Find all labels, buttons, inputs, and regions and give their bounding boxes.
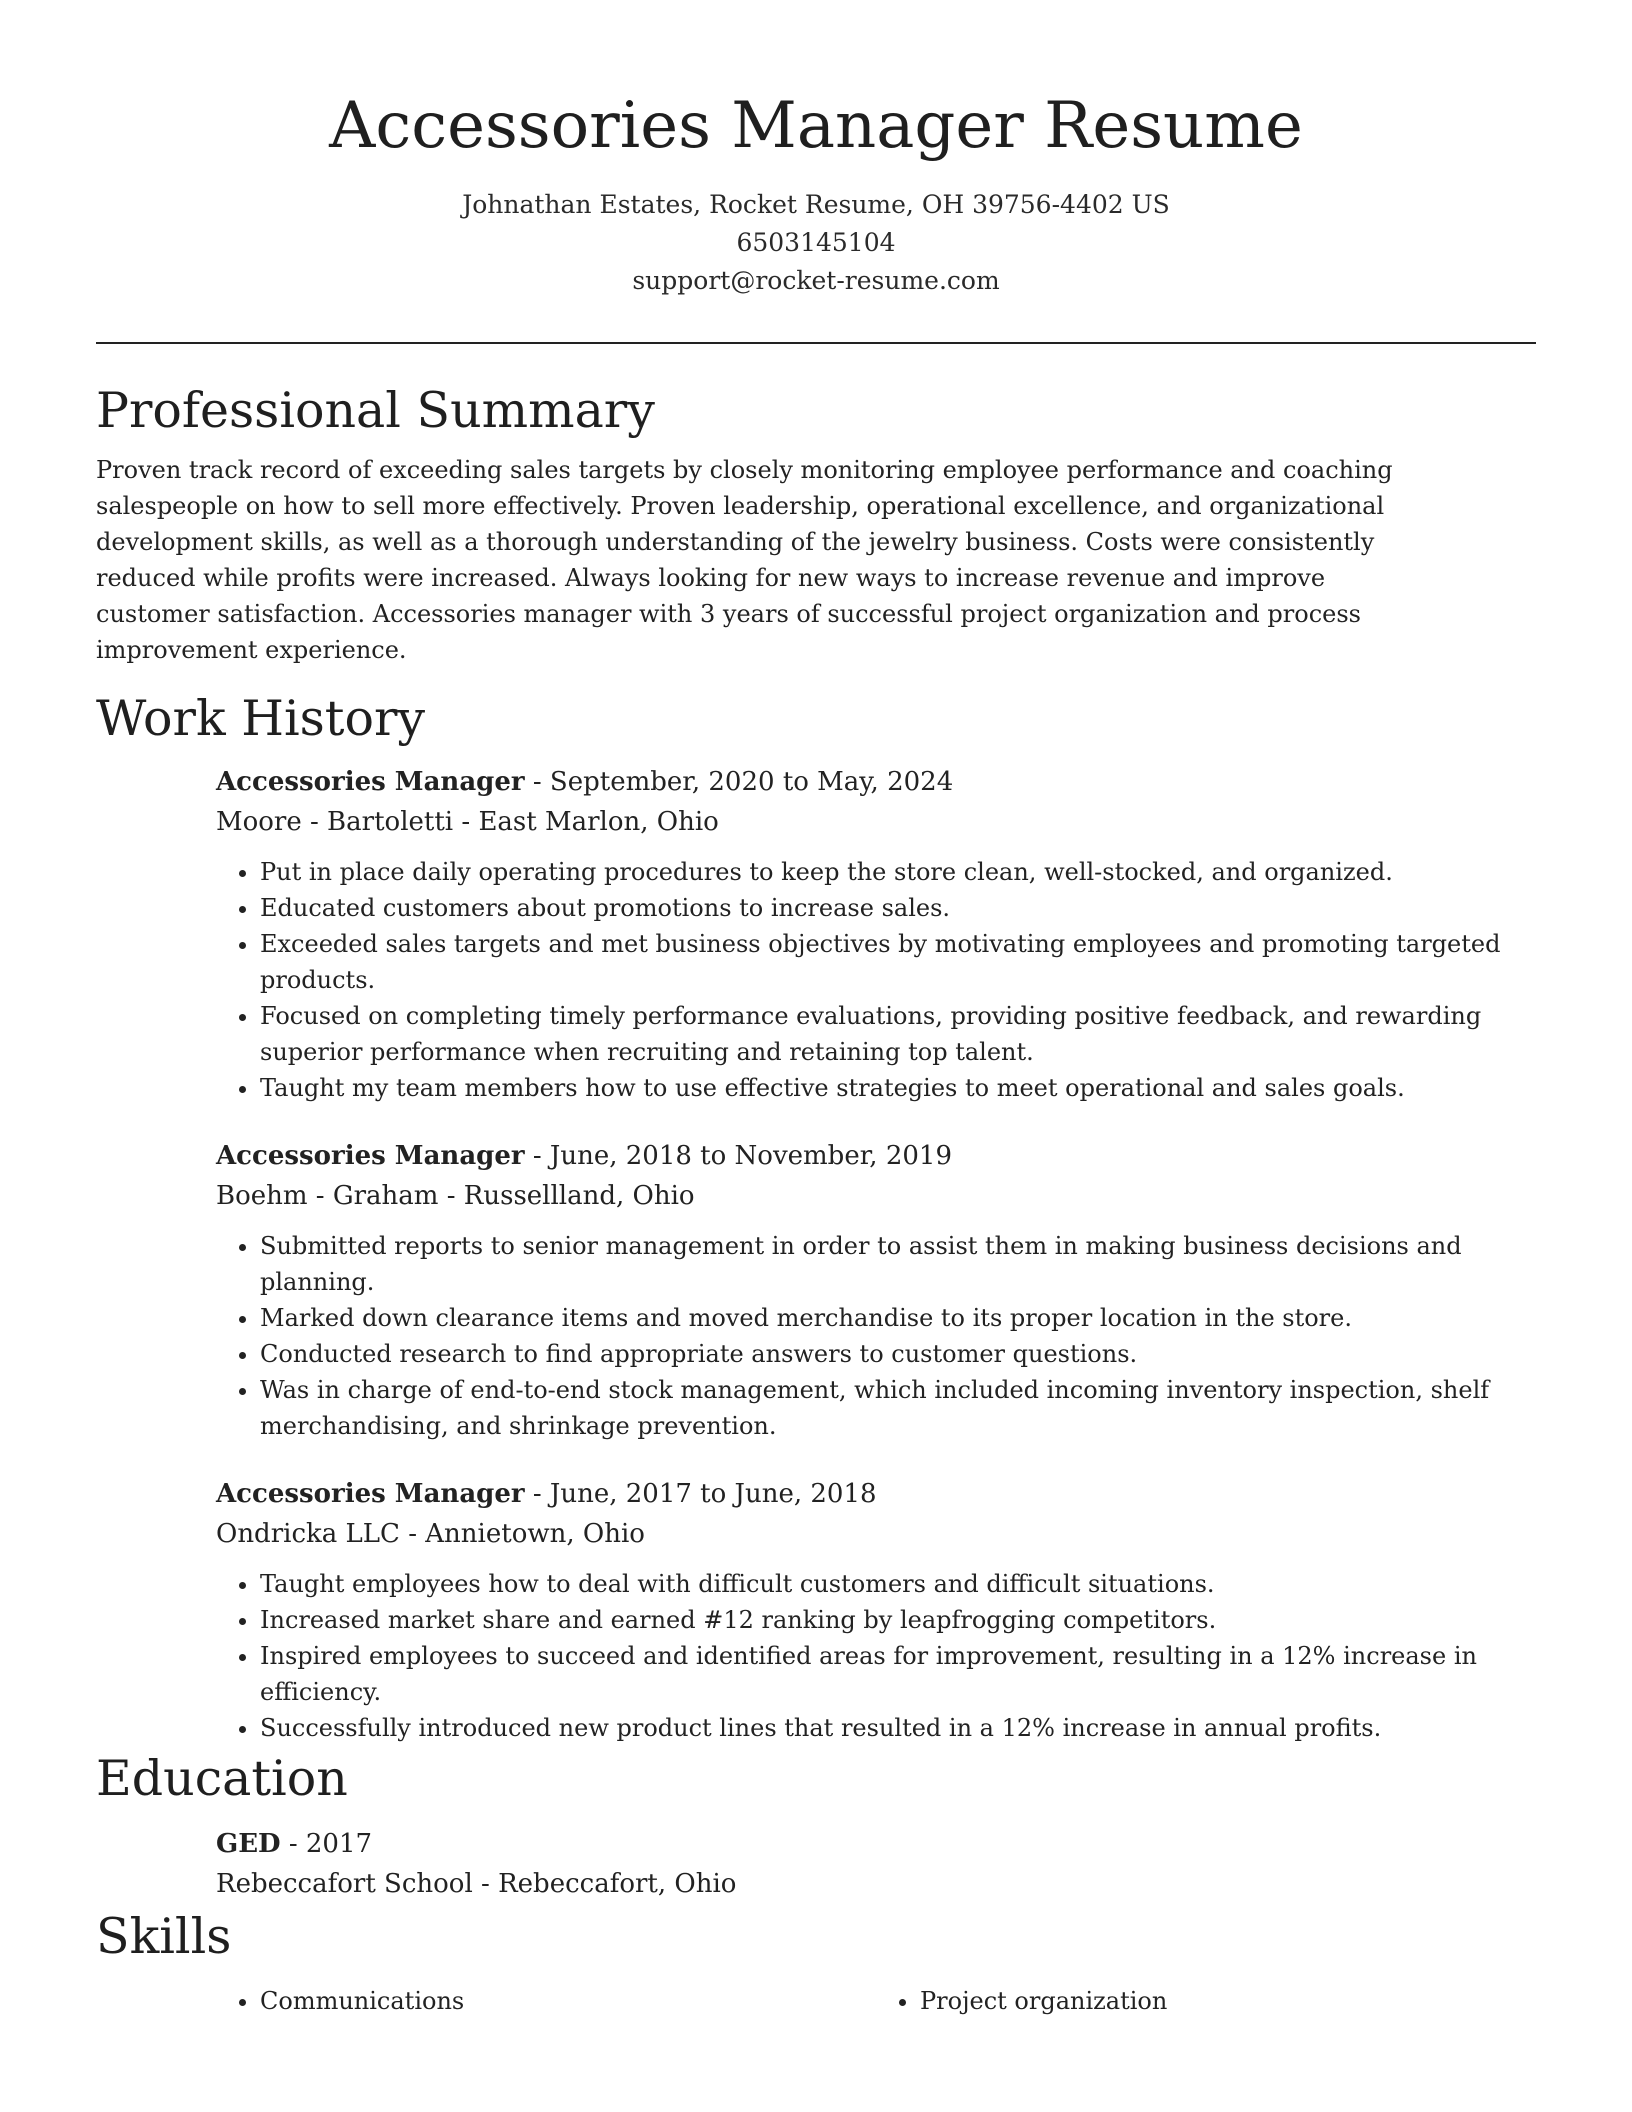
header-divider — [96, 342, 1536, 344]
education-degree-line — [216, 1824, 1536, 1864]
job-bullets — [216, 854, 1536, 1106]
work-history-list — [216, 762, 1536, 1746]
education-school: Rebeccafort School — [216, 1869, 473, 1899]
job-entry — [216, 1474, 1536, 1746]
skills-column-right — [876, 1982, 1536, 2020]
list-item: • Put in place daily operating procedures to keep the store clean, well-stocked, and organized. — [260, 854, 1536, 890]
job-role: Accessories Manager — [216, 1479, 525, 1509]
summary-text: Proven track record of exceeding sales targets by closely monitoring employee performance and coaching salespeople on how to sell more effectively. Proven leadership, operational excellence, and organizational development skills, as well as a thorough understanding of the jewelry business. Costs were consistently reduced while profits were increased. Always looking for new ways to increase revenue and improve customer satisfaction. Accessories manager with 3 years of successful project organization and process improvement experience. — [96, 456, 1393, 664]
list-item: • Was in charge of end-to-end stock management, which included incoming inventory inspection, shelf merchandising, and shrinkage prevention. — [260, 1372, 1536, 1444]
list-item: • Project organization — [920, 1982, 1536, 2020]
job-employer: Moore - Bartoletti — [216, 807, 454, 837]
education-degree: GED — [216, 1829, 281, 1859]
job-location: - Russellland, Ohio — [438, 1181, 695, 1211]
list-item: • Educated customers about promotions to increase sales. — [260, 890, 1536, 926]
job-employer-line — [216, 1176, 1536, 1216]
job-dates: - June, 2017 to June, 2018 — [524, 1479, 877, 1509]
job-bullets — [216, 1566, 1536, 1746]
skills-list — [216, 1982, 1536, 2020]
job-title-line — [216, 1136, 1536, 1176]
list-item: • Increased market share and earned #12 ranking by leapfrogging competitors. — [260, 1602, 1536, 1638]
list-item: • Inspired employees to succeed and identified areas for improvement, resulting in a 12% increase in efficiency. — [260, 1638, 1536, 1710]
section-heading-education: Education — [96, 1750, 348, 1807]
job-dates: - June, 2018 to November, 2019 — [524, 1141, 952, 1171]
job-title-line — [216, 762, 1536, 802]
contact-phone: 6503145104 — [736, 228, 896, 257]
job-entry — [216, 762, 1536, 1106]
job-location: - East Marlon, Ohio — [453, 807, 719, 837]
list-item: • Taught employees how to deal with difficult customers and difficult situations. — [260, 1566, 1536, 1602]
list-item: • Submitted reports to senior management in order to assist them in making business decisions and planning. — [260, 1228, 1536, 1300]
list-item: • Marked down clearance items and moved merchandise to its proper location in the store. — [260, 1300, 1536, 1336]
resume-header — [0, 84, 1632, 300]
education-entry — [216, 1824, 1536, 1904]
list-item: • Successfully introduced new product lines that resulted in a 12% increase in annual profits. — [260, 1710, 1536, 1746]
section-heading-summary: Professional Summary — [96, 382, 655, 439]
job-employer-line — [216, 1514, 1536, 1554]
job-employer: Ondricka LLC — [216, 1519, 400, 1549]
list-item: • Conducted research to find appropriate answers to customer questions. — [260, 1336, 1536, 1372]
job-location: - Annietown, Ohio — [399, 1519, 645, 1549]
resume-body — [96, 378, 1536, 2020]
education-year: - 2017 — [280, 1829, 373, 1859]
section-heading-skills: Skills — [96, 1908, 232, 1965]
job-dates: - September, 2020 to May, 2024 — [524, 767, 954, 797]
resume-title: Accessories Manager Resume — [329, 89, 1303, 163]
job-role: Accessories Manager — [216, 767, 525, 797]
education-school-line — [216, 1864, 1536, 1904]
contact-email: support@rocket-resume.com — [632, 266, 1000, 295]
job-entry — [216, 1136, 1536, 1444]
job-role: Accessories Manager — [216, 1141, 525, 1171]
contact-block — [0, 186, 1632, 300]
skills-column-left — [216, 1982, 876, 2020]
education-location: - Rebeccafort, Ohio — [472, 1869, 737, 1899]
list-item: • Focused on completing timely performance evaluations, providing positive feedback, and rewarding superior performance when recruiting and retaining top talent. — [260, 998, 1536, 1070]
job-title-line — [216, 1474, 1536, 1514]
job-bullets — [216, 1228, 1536, 1444]
section-heading-work: Work History — [96, 690, 426, 747]
list-item: • Taught my team members how to use effective strategies to meet operational and sales goals. — [260, 1070, 1536, 1106]
contact-address: Johnathan Estates, Rocket Resume, OH 39756-4402 US — [462, 190, 1170, 219]
list-item: • Exceeded sales targets and met business objectives by motivating employees and promoting targeted products. — [260, 926, 1536, 998]
job-employer: Boehm - Graham — [216, 1181, 439, 1211]
list-item: • Communications — [260, 1982, 876, 2020]
job-employer-line — [216, 802, 1536, 842]
